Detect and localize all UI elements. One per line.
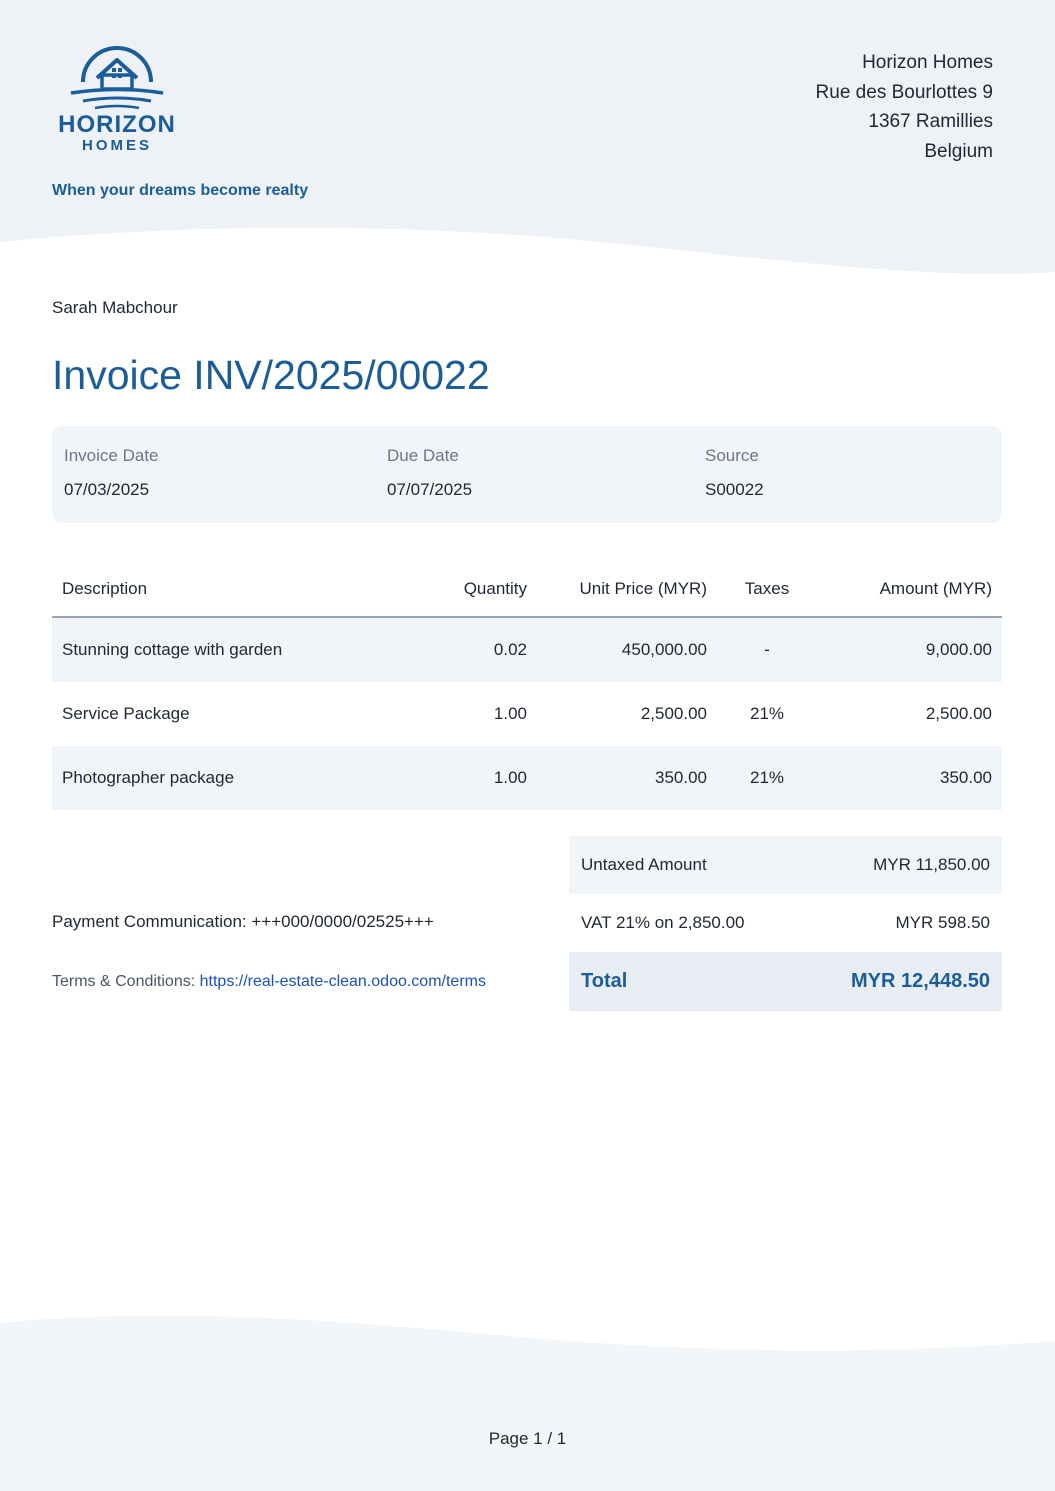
invoice-date-label: Invoice Date xyxy=(64,446,159,465)
row-description: Service Package xyxy=(62,704,190,723)
invoice-date-value: 07/03/2025 xyxy=(64,480,150,499)
vat-value: MYR 598.50 xyxy=(895,913,990,932)
row-amount: 2,500.00 xyxy=(925,704,992,723)
terms-conditions xyxy=(52,973,486,991)
source-block xyxy=(705,446,764,500)
row-unit-price: 450,000.00 xyxy=(537,617,717,682)
untaxed-row xyxy=(569,836,1002,894)
row-unit-price: 2,500.00 xyxy=(640,704,707,723)
page-number: Page 1 / 1 xyxy=(488,1429,567,1448)
total-value: MYR 12,448.50 xyxy=(851,970,990,992)
row-description: Photographer package xyxy=(52,746,407,810)
header-amount: Amount (MYR) xyxy=(817,562,1002,617)
terms-label: Terms & Conditions: xyxy=(52,973,196,990)
total-row xyxy=(569,952,1002,1011)
company-street: Rue des Bourlottes 9 xyxy=(815,81,993,103)
row-taxes: - xyxy=(717,617,817,682)
tagline: When your dreams become realty xyxy=(52,182,309,199)
terms-link[interactable]: https://real-estate-clean.odoo.com/terms xyxy=(199,973,486,990)
vat-row xyxy=(569,894,1002,952)
company-address xyxy=(816,48,993,166)
row-unit-price: 350.00 xyxy=(537,746,717,810)
invoice-info-box xyxy=(52,426,1002,523)
table-row xyxy=(52,617,1002,682)
logo-subname: HOMES xyxy=(81,137,152,154)
company-name: Horizon Homes xyxy=(862,52,993,73)
company-city: 1367 Ramillies xyxy=(868,111,993,132)
untaxed-value: MYR 11,850.00 xyxy=(873,855,990,874)
header-taxes: Taxes xyxy=(717,562,817,617)
due-date-block xyxy=(387,446,472,500)
header-description: Description xyxy=(52,562,407,617)
due-date-label: Due Date xyxy=(387,446,459,465)
customer-name: Sarah Mabchour xyxy=(52,298,178,317)
table-row xyxy=(52,746,1002,810)
invoice-lines-table xyxy=(52,562,1002,810)
vat-label: VAT 21% on 2,850.00 xyxy=(581,913,745,932)
row-taxes: 21% xyxy=(749,704,785,723)
table-header-row xyxy=(52,562,1002,617)
untaxed-label: Untaxed Amount xyxy=(581,855,707,874)
row-description: Stunning cottage with garden xyxy=(52,617,407,682)
row-taxes: 21% xyxy=(717,746,817,810)
company-country: Belgium xyxy=(924,140,993,162)
total-label: Total xyxy=(581,970,628,992)
source-value: S00022 xyxy=(705,480,764,499)
company-logo xyxy=(52,38,182,154)
table-row xyxy=(52,682,1002,746)
row-amount: 9,000.00 xyxy=(817,617,1002,682)
row-quantity: 1.00 xyxy=(407,746,537,810)
invoice-title: Invoice INV/2025/00022 xyxy=(52,352,490,398)
totals-box xyxy=(569,836,1002,1011)
logo-name: HORIZON xyxy=(58,111,176,138)
header-unit-price: Unit Price (MYR) xyxy=(537,562,717,617)
invoice-date-block xyxy=(64,446,159,500)
source-label: Source xyxy=(705,446,759,465)
footer-wave-background xyxy=(0,1311,1055,1491)
header-quantity: Quantity xyxy=(407,562,537,617)
due-date-value: 07/07/2025 xyxy=(387,480,473,499)
payment-communication: Payment Communication: +++000/0000/02525+++ xyxy=(52,912,434,931)
row-quantity: 0.02 xyxy=(407,617,537,682)
row-quantity: 1.00 xyxy=(493,704,527,723)
row-amount: 350.00 xyxy=(817,746,1002,810)
house-icon xyxy=(69,38,165,110)
